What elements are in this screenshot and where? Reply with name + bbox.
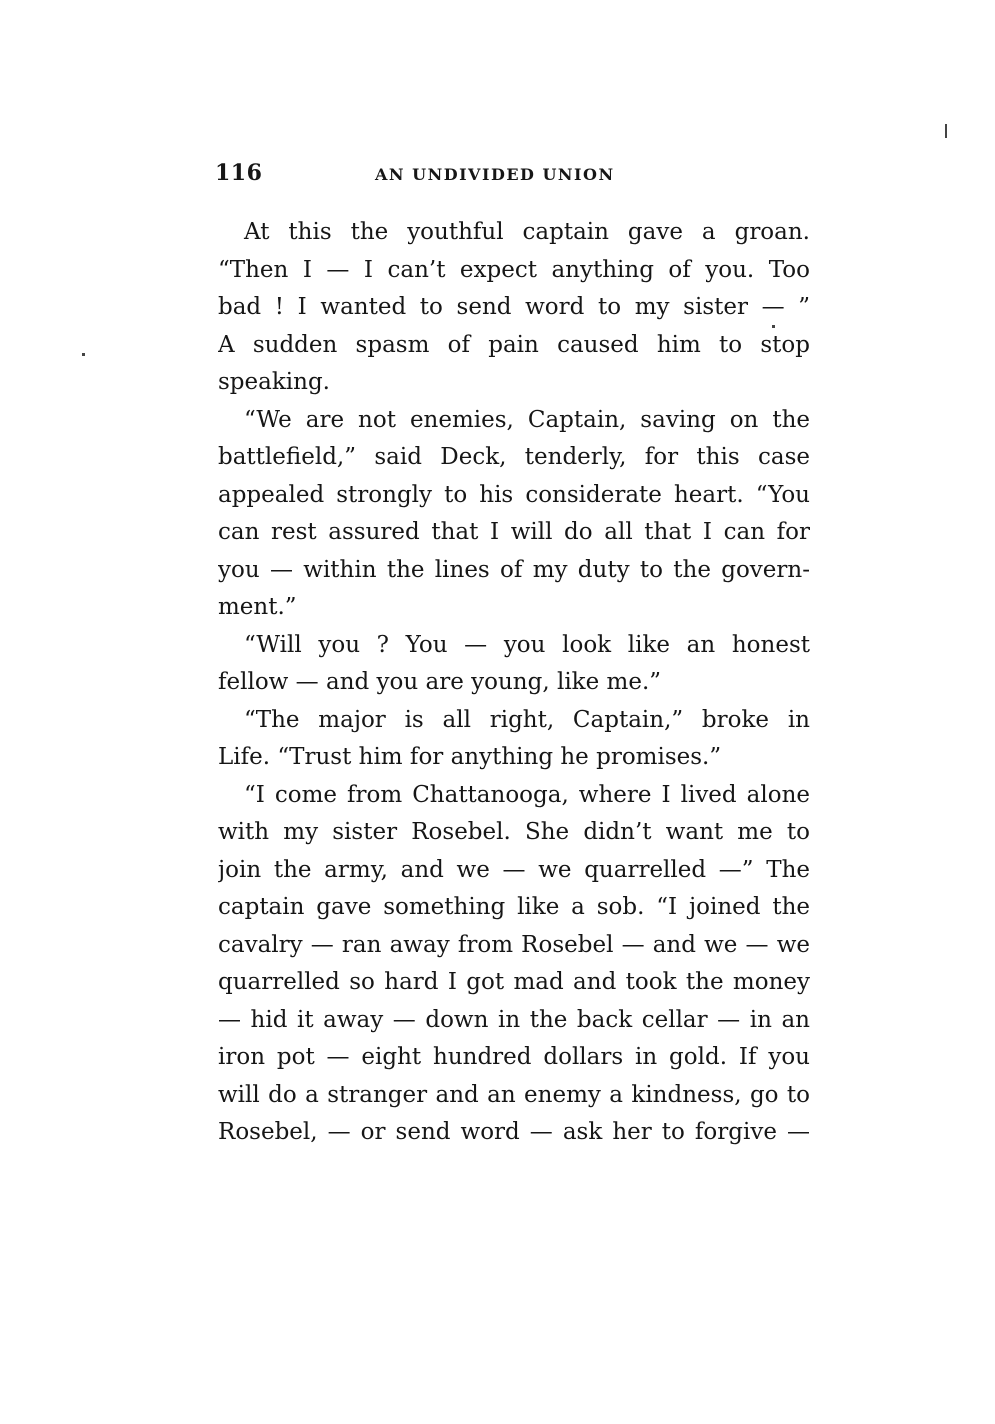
text-line: quarrelled so hard I got mad and took the money [218, 969, 810, 995]
scan-speck [772, 325, 775, 328]
text-line: “I come from Chattanooga, where I lived alone [244, 781, 810, 808]
running-title: AN UNDIVIDED UNION [375, 165, 615, 184]
text-line: will do a stranger and an enemy a kindness, go to [218, 1081, 810, 1108]
text-line: A sudden spasm of pain caused him to stop [218, 331, 810, 358]
text-line: Rosebel, — or send word — ask her to forgive — [218, 1119, 810, 1145]
text-line: “Then I — I can’t expect anything of you. Too [218, 256, 810, 283]
text-line: ment.” [218, 594, 297, 620]
text-line: fellow — and you are young, like me.” [218, 669, 662, 695]
scan-speck [945, 124, 947, 138]
page-number: 116 [215, 160, 263, 186]
text-line: you — within the lines of my duty to the govern- [218, 556, 810, 583]
text-line: speaking. [218, 369, 330, 395]
text-line: “The major is all right, Captain,” broke in [244, 706, 810, 733]
text-line: iron pot — eight hundred dollars in gold. If you [218, 1044, 810, 1070]
text-line: — hid it away — down in the back cellar — in an [218, 1006, 810, 1033]
text-line: appealed strongly to his considerate heart. “You [218, 481, 810, 508]
scan-speck [82, 353, 85, 356]
text-line: can rest assured that I will do all that I can for [218, 519, 810, 545]
text-line: cavalry — ran away from Rosebel — and we — we [218, 931, 810, 958]
text-line: “We are not enemies, Captain, saving on the [244, 406, 810, 433]
text-line: “Will you ? You — you look like an honest [244, 631, 810, 658]
text-line: bad ! I wanted to send word to my sister — ” [218, 294, 810, 320]
text-line: At this the youthful captain gave a groan. [244, 219, 810, 245]
text-line: captain gave something like a sob. “I joined the [218, 894, 810, 920]
text-line: join the army, and we — we quarrelled —” The [218, 856, 810, 883]
body-text [218, 214, 810, 1152]
text-line: Life. “Trust him for anything he promises.” [218, 744, 722, 770]
text-line: battlefield,” said Deck, tenderly, for this case [218, 444, 810, 470]
text-line: with my sister Rosebel. She didn’t want me to [218, 819, 810, 845]
page-header [215, 160, 810, 192]
